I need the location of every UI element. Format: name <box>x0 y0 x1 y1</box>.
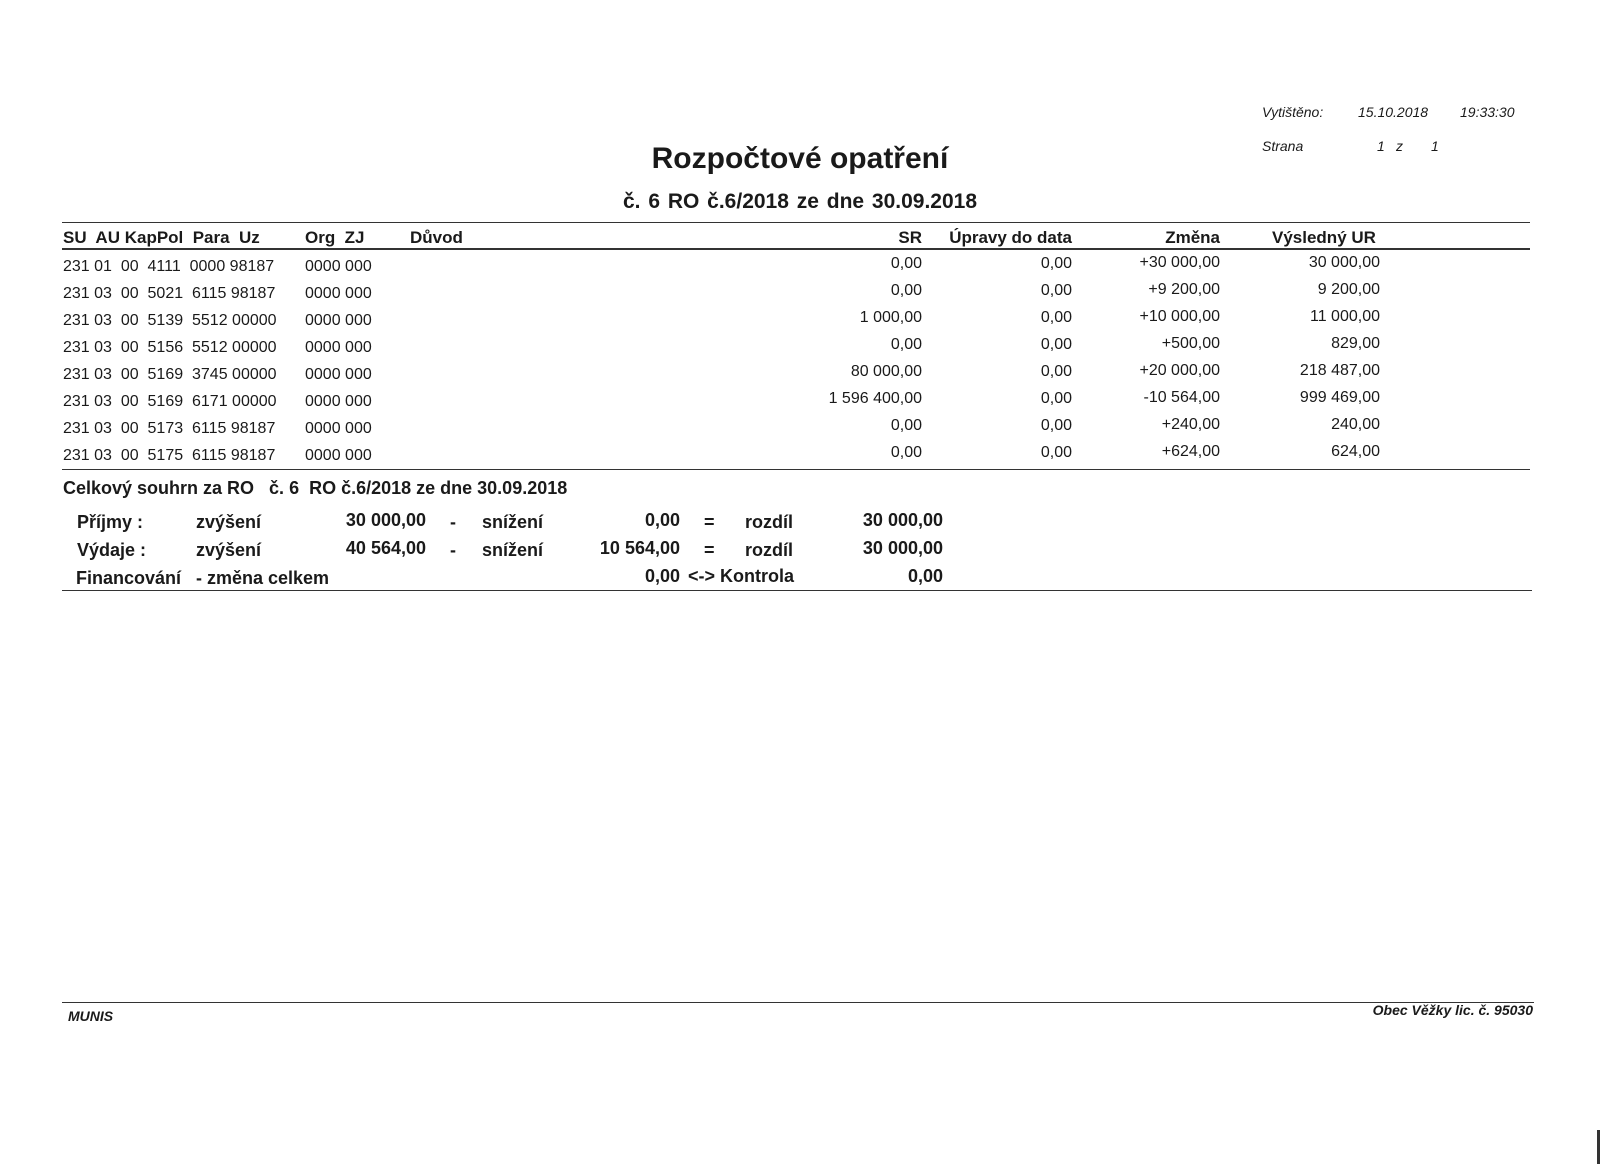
income-decrease-label: snížení <box>482 512 544 532</box>
row-result: 624,00 <box>1331 443 1380 460</box>
footer-software: MUNIS <box>68 1008 114 1024</box>
row-sr: 0,00 <box>890 336 922 353</box>
row-result: 218 487,00 <box>1299 362 1380 379</box>
row-result: 30 000,00 <box>1308 254 1380 271</box>
row-org-zj: 0000 000 <box>305 393 372 410</box>
row-adjustments: 0,00 <box>1040 390 1072 407</box>
row-org-zj: 0000 000 <box>305 285 372 302</box>
row-result: 11 000,00 <box>1310 308 1380 325</box>
control-label: <-> Kontrola <box>688 566 795 586</box>
page-title: Rozpočtové opatření <box>651 142 949 175</box>
row-codes: 231 03 00 5169 6171 00000 <box>63 393 277 410</box>
row-change: +9 200,00 <box>1148 281 1220 298</box>
row-sr: 0,00 <box>890 282 922 299</box>
table-top-rule <box>62 222 1530 223</box>
row-sr: 1 596 400,00 <box>828 390 922 407</box>
row-codes: 231 03 00 5139 5512 00000 <box>63 312 277 329</box>
control-value: 0,00 <box>907 566 943 586</box>
page-total: 1 <box>1431 138 1439 154</box>
row-change: +240,00 <box>1161 416 1220 433</box>
table-bottom-rule <box>62 469 1530 470</box>
row-result: 829,00 <box>1331 335 1380 352</box>
printed-date: 15.10.2018 <box>1358 104 1429 120</box>
page-current: 1 <box>1377 138 1385 154</box>
printed-time: 19:33:30 <box>1460 104 1515 120</box>
column-header-sr: SR <box>898 228 922 247</box>
summary-heading: Celkový souhrn za RO č. 6 RO č.6/2018 ze dne 30.09.2018 <box>63 478 568 498</box>
row-change: +500,00 <box>1161 335 1220 352</box>
row-adjustments: 0,00 <box>1040 255 1072 272</box>
financing-sub-label: - změna celkem <box>196 568 330 588</box>
row-sr: 1 000,00 <box>859 309 922 326</box>
column-header-codes: SU AU KapPol Para Uz <box>63 228 260 247</box>
income-equals: = <box>704 512 715 532</box>
row-codes: 231 03 00 5169 3745 00000 <box>63 366 277 383</box>
income-increase-label: zvýšení <box>196 512 262 532</box>
row-org-zj: 0000 000 <box>305 420 372 437</box>
row-codes: 231 03 00 5173 6115 98187 <box>63 420 276 437</box>
expenses-increase-value: 40 564,00 <box>345 538 426 558</box>
row-codes: 231 01 00 4111 0000 98187 <box>63 258 275 275</box>
column-header-reason: Důvod <box>410 228 463 247</box>
row-result: 240,00 <box>1331 416 1380 433</box>
page-subtitle: č. 6 RO č.6/2018 ze dne 30.09.2018 <box>622 190 978 213</box>
income-increase-value: 30 000,00 <box>345 510 426 530</box>
row-adjustments: 0,00 <box>1040 417 1072 434</box>
row-adjustments: 0,00 <box>1040 282 1072 299</box>
row-change: +20 000,00 <box>1139 362 1220 379</box>
row-org-zj: 0000 000 <box>305 339 372 356</box>
row-change: +10 000,00 <box>1139 308 1220 325</box>
row-codes: 231 03 00 5156 5512 00000 <box>63 339 277 356</box>
row-change: +30 000,00 <box>1139 254 1220 271</box>
expenses-equals: = <box>704 540 715 560</box>
row-adjustments: 0,00 <box>1040 363 1072 380</box>
expenses-increase-label: zvýšení <box>196 540 262 560</box>
income-difference-value: 30 000,00 <box>862 510 943 530</box>
row-sr: 0,00 <box>890 255 922 272</box>
row-adjustments: 0,00 <box>1040 336 1072 353</box>
column-header-adjustments: Úpravy do data <box>949 228 1072 247</box>
page-of: z <box>1396 138 1403 154</box>
row-sr: 80 000,00 <box>850 363 922 380</box>
table-header-rule <box>62 248 1530 250</box>
page-label: Strana <box>1262 138 1304 154</box>
income-difference-label: rozdíl <box>745 512 793 532</box>
expenses-label: Výdaje : <box>77 540 147 560</box>
row-org-zj: 0000 000 <box>305 258 372 275</box>
financing-label: Financování <box>76 568 182 588</box>
row-change: -10 564,00 <box>1143 389 1220 406</box>
row-result: 9 200,00 <box>1317 281 1380 298</box>
column-header-org-zj: Org ZJ <box>305 228 365 247</box>
expenses-difference-label: rozdíl <box>745 540 793 560</box>
row-org-zj: 0000 000 <box>305 447 372 464</box>
row-adjustments: 0,00 <box>1040 309 1072 326</box>
income-decrease-value: 0,00 <box>644 510 680 530</box>
row-org-zj: 0000 000 <box>305 366 372 383</box>
income-dash: - <box>450 512 456 532</box>
printed-label: Vytištěno: <box>1262 104 1324 120</box>
expenses-decrease-value: 10 564,00 <box>599 538 680 558</box>
income-label: Příjmy : <box>77 512 144 532</box>
row-sr: 0,00 <box>890 417 922 434</box>
financing-value: 0,00 <box>644 566 680 586</box>
expenses-dash: - <box>450 540 456 560</box>
row-sr: 0,00 <box>890 444 922 461</box>
row-adjustments: 0,00 <box>1040 444 1072 461</box>
row-result: 999 469,00 <box>1299 389 1380 406</box>
summary-bottom-rule <box>62 590 1532 591</box>
column-header-result: Výsledný UR <box>1272 228 1376 247</box>
footer-licensee: Obec Věžky lic. č. 95030 <box>1372 1002 1533 1018</box>
expenses-decrease-label: snížení <box>482 540 544 560</box>
row-codes: 231 03 00 5175 6115 98187 <box>63 447 276 464</box>
row-codes: 231 03 00 5021 6115 98187 <box>63 285 276 302</box>
column-header-change: Změna <box>1165 228 1220 247</box>
row-org-zj: 0000 000 <box>305 312 372 329</box>
row-change: +624,00 <box>1161 443 1220 460</box>
expenses-difference-value: 30 000,00 <box>862 538 943 558</box>
